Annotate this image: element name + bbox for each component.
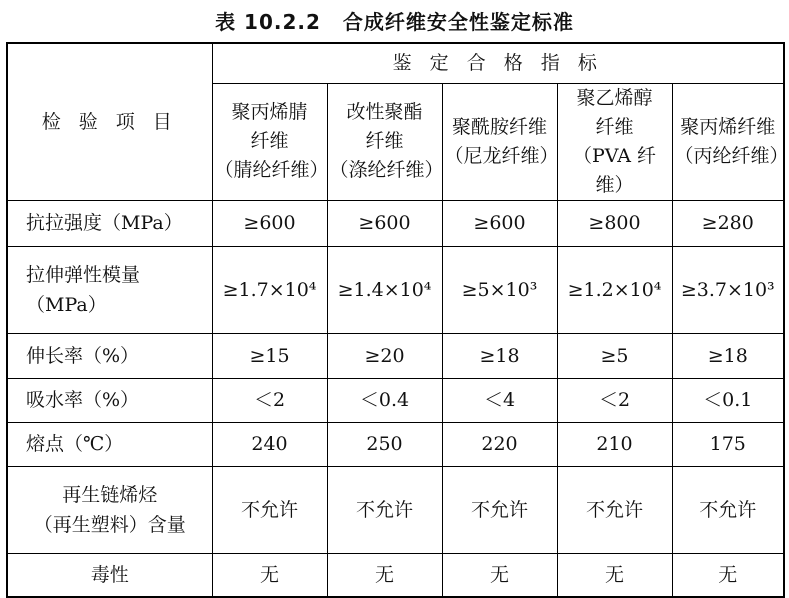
table-cell: ≥1.7×10⁴: [212, 246, 327, 333]
table-cell: 不允许: [442, 466, 557, 553]
header-row-group: [7, 43, 784, 83]
table-cell: ≥800: [557, 200, 672, 246]
table-caption: [0, 6, 789, 36]
table-row: [7, 466, 784, 553]
row-label: 抗拉强度（MPa）: [7, 200, 212, 246]
table-cell: 不允许: [672, 466, 784, 553]
table-cell: 250: [327, 422, 442, 466]
table-row: [7, 246, 784, 333]
table-cell: 240: [212, 422, 327, 466]
table-row: [7, 200, 784, 246]
row-label: 毒性: [7, 553, 212, 597]
column-header: 聚丙烯纤维 （丙纶纤维）: [672, 83, 784, 200]
table-row: [7, 553, 784, 597]
row-label: 拉伸弹性模量 （MPa）: [7, 246, 212, 333]
table-cell: ≥3.7×10³: [672, 246, 784, 333]
table-cell: 无: [327, 553, 442, 597]
table-cell: 无: [442, 553, 557, 597]
row-label: 吸水率（%）: [7, 378, 212, 422]
table-cell: ≥600: [212, 200, 327, 246]
column-header: 聚乙烯醇 纤维 （PVA 纤维）: [557, 83, 672, 200]
header-group: 鉴 定 合 格 指 标: [212, 43, 784, 83]
table-cell: 不允许: [212, 466, 327, 553]
table-cell: ≥5: [557, 333, 672, 378]
table-cell: ＜2: [212, 378, 327, 422]
table-cell: 无: [557, 553, 672, 597]
table-cell: ＜0.4: [327, 378, 442, 422]
table-cell: ≥1.4×10⁴: [327, 246, 442, 333]
table-cell: ≥20: [327, 333, 442, 378]
table-cell: ≥600: [442, 200, 557, 246]
table-number: 表 10.2.2: [215, 10, 321, 34]
table-row: [7, 422, 784, 466]
table-row: [7, 378, 784, 422]
row-label: 伸长率（%）: [7, 333, 212, 378]
standards-table: [6, 42, 789, 598]
table-cell: ≥280: [672, 200, 784, 246]
table-cell: ≥5×10³: [442, 246, 557, 333]
table-cell: 210: [557, 422, 672, 466]
column-header: 聚酰胺纤维 （尼龙纤维）: [442, 83, 557, 200]
table-cell: 不允许: [327, 466, 442, 553]
table-cell: ＜2: [557, 378, 672, 422]
table-row: [7, 333, 784, 378]
table-cell: ≥18: [442, 333, 557, 378]
column-header: 聚丙烯腈 纤维 （腈纶纤维）: [212, 83, 327, 200]
table-cell: ＜4: [442, 378, 557, 422]
column-header: 改性聚酯 纤维 （涤纶纤维）: [327, 83, 442, 200]
table-cell: ≥15: [212, 333, 327, 378]
table-cell: ＜0.1: [672, 378, 784, 422]
table-cell: ≥600: [327, 200, 442, 246]
table-cell: 220: [442, 422, 557, 466]
table-title: 合成纤维安全性鉴定标准: [342, 10, 574, 34]
header-item: 检 验 项 目: [7, 43, 212, 200]
row-label: 熔点（℃）: [7, 422, 212, 466]
table-cell: 175: [672, 422, 784, 466]
table-cell: ≥18: [672, 333, 784, 378]
table-cell: ≥1.2×10⁴: [557, 246, 672, 333]
row-label: 再生链烯烃 （再生塑料）含量: [7, 466, 212, 553]
table-cell: 无: [212, 553, 327, 597]
table-cell: 无: [672, 553, 784, 597]
table-cell: 不允许: [557, 466, 672, 553]
